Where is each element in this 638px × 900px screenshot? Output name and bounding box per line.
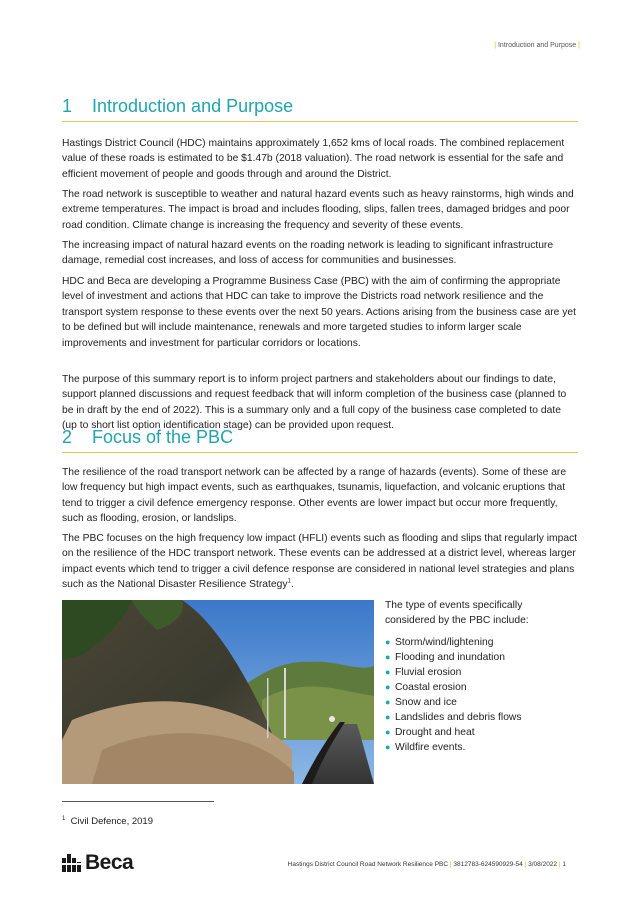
events-list: [385, 635, 575, 755]
footer-document: Hastings District Council Road Network Resilience PBC: [287, 861, 449, 868]
footer-date: 3/08/2022: [528, 861, 558, 868]
page-number: 1: [562, 861, 566, 868]
footnote-number: 1: [62, 815, 66, 822]
section-2-paragraph: The resilience of the road transport network can be affected by a range of hazards (events). Some of these are low frequency but high impact events, such as earthquakes, tsunamis, liquefaction, and volcanic eruptions that tend to trigger a civil defence emergency response. Other events are lower impact but occur more frequently, such as flooding, erosion, or landslips.: [62, 467, 567, 525]
bullet-icon: ●: [385, 741, 391, 752]
footnote-divider: [62, 801, 214, 802]
event-label: Wildfire events.: [395, 741, 466, 753]
bullet-icon: ●: [385, 726, 391, 737]
bullet-icon: ●: [385, 681, 391, 692]
section-1-paragraph: Hastings District Council (HDC) maintains approximately 1,652 kms of local roads. The combined replacement value of these roads is estimated to be $1.47b (2018 valuation). The road network is essential for the safe and efficient movement of people and goods through and around the District.: [62, 138, 565, 180]
bullet-icon: ●: [385, 636, 391, 647]
list-item: [385, 680, 575, 695]
list-item: [385, 710, 575, 725]
section-2-paragraph: The PBC focuses on the high frequency low impact (HFLI) events such as flooding and slips that regularly impact on the resilience of the HDC transport network. These events can be addressed at a district level, whereas larger impact events which tend to trigger a civil defence response are considered in national level strategies and plans such as the National Disaster Resilience Strategy$^1$.: [62, 533, 578, 591]
list-item: [385, 725, 575, 740]
page-footer: Hastings District Council Road Network Resilience PBC | 3812783-624590929-54 | 3/08/2022 | 1: [287, 861, 566, 868]
beca-logo: [62, 852, 133, 874]
section-1-paragraph: The purpose of this summary report is to inform project partners and stakeholders about our findings to date, support planned discussions and request feedback that will inform completion of the business case (planned to be in draft by the end of 2022). This is a summary only and a full copy of the business case completed to date (up to short list option identification stage) can be provided upon request.: [62, 374, 567, 432]
events-intro: The type of events specifically considered by the PBC include:: [385, 600, 529, 627]
section-1-heading: [62, 96, 578, 122]
events-panel: [385, 598, 575, 755]
beca-logo-text: Beca: [85, 851, 134, 874]
event-label: Drought and heat: [395, 726, 475, 738]
section-1-paragraph: HDC and Beca are developing a Programme Business Case (PBC) with the aim of confirming the appropriate level of investment and actions that HDC can take to improve the Districts road network resilience and the transport system response to these events over the next 50 years. Actions arising from the business case are yet to be defined but will include maintenance, renewals and more targeted studies to inform larger scale improvements and investment for particular corridors or locations.: [62, 276, 576, 349]
landslip-road-photo: [62, 600, 374, 784]
event-label: Fluvial erosion: [395, 666, 462, 678]
event-label: Storm/wind/lightening: [395, 636, 494, 648]
section-2-paragraph-text: The PBC focuses on the high frequency low impact (HFLI) events such as flooding and slips that regularly impact on the resilience of the HDC transport network. These events can be addressed at a district level, whereas larger impact events which tend to trigger a civil defence response are considered in national level strategies and plans such as the National Disaster Resilience Strategy: [62, 533, 578, 591]
running-header: | Introduction and Purpose |: [494, 42, 580, 49]
list-item: [385, 665, 575, 680]
list-item: [385, 635, 575, 650]
footer-reference: 3812783-624590929-54: [453, 861, 523, 868]
event-label: Coastal erosion: [395, 681, 467, 693]
section-2-number: 2: [62, 427, 73, 447]
bullet-icon: ●: [385, 666, 391, 677]
event-label: Landslides and debris flows: [395, 711, 522, 723]
footnote-text: Civil Defence, 2019: [70, 816, 154, 827]
section-1-paragraph: The road network is susceptible to weather and natural hazard events such as heavy rainstorms, high winds and extreme temperatures. The impact is broad and includes flooding, slips, fallen trees, damaged bridges and poor road condition. Climate change is increasing the frequency and severity of these events.: [62, 189, 574, 231]
list-item: [385, 740, 575, 755]
running-header-label: Introduction and Purpose: [497, 42, 577, 49]
bullet-icon: ●: [385, 711, 391, 722]
section-1-title: Introduction and Purpose: [92, 96, 294, 116]
section-1-number: 1: [62, 96, 73, 116]
section-2-title: Focus of the PBC: [92, 427, 234, 447]
list-item: [385, 695, 575, 710]
beca-logo-icon: [62, 854, 82, 872]
footnote-reference[interactable]: 1: [287, 578, 291, 585]
section-1-paragraph: The increasing impact of natural hazard events on the roading network is leading to significant infrastructure damage, remedial cost increases, and loss of access for communities and businesses.: [62, 240, 554, 267]
event-label: Flooding and inundation: [395, 651, 505, 663]
bullet-icon: ●: [385, 696, 391, 707]
list-item: [385, 650, 575, 665]
bullet-icon: ●: [385, 651, 391, 662]
section-2-heading: [62, 427, 578, 453]
footnote: [62, 816, 153, 827]
event-label: Snow and ice: [395, 696, 457, 708]
